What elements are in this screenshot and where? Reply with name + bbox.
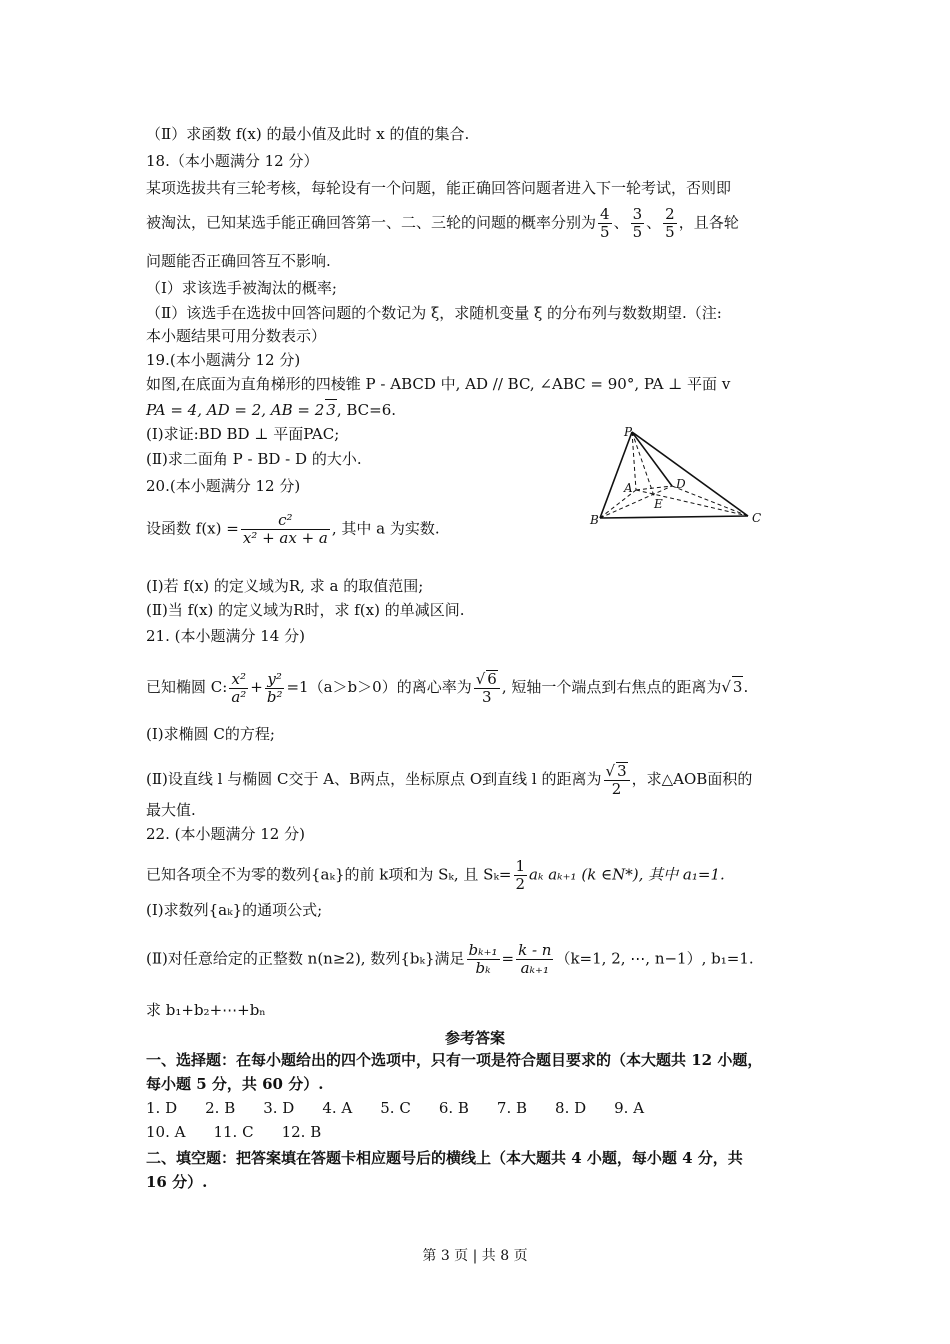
section1-heading-cont: 每小题 5 分，共 60 分）.: [146, 1075, 324, 1093]
edge-BC: [600, 516, 748, 518]
q22-header: 22. (本小题满分 12 分): [146, 825, 305, 843]
q18-line2-end: ，且各轮: [678, 213, 739, 232]
half-fraction: $\frac{1}{2}$: [515, 857, 526, 893]
label-P: P: [624, 425, 633, 439]
edge-PB: [600, 432, 632, 518]
answer-1: 1. D: [146, 1099, 178, 1117]
q22-part2: [146, 942, 754, 977]
q21-ellipse: 已知椭圆 C: $\frac{\text{x²}}{\text{a²}}$ + $\frac{\text{y²}}{\text{b²}}$ =1（a＞b＞0）的离心率为 $\frac{√ 6}{3}$ , 短轴一个端点到右焦点的距离为√ 3.: [146, 669, 749, 706]
answers-title: 参考答案: [444, 1029, 505, 1047]
q21-header: 21. (本小题满分 14 分): [146, 627, 305, 645]
q22-definition: [146, 858, 725, 893]
q21-part2-end-line: 最大值.: [146, 801, 196, 819]
q18-header: 18.（本小题满分 12 分）: [146, 152, 319, 170]
answer-12: 12. B: [281, 1123, 322, 1141]
q22-part2-text: (Ⅱ)对任意给定的正整数 n(n≥2), 数列{bₖ}满足: [146, 949, 465, 968]
distance-sqrt3: 3: [732, 678, 743, 696]
answer-7: 7. B: [496, 1099, 528, 1117]
prob-fraction-3: $\frac{2}{5}$: [665, 205, 675, 241]
b-ratio-fraction: $\frac{\text{bₖ₊₁}}{\text{bₖ}}$: [468, 941, 498, 977]
q21-end: .: [743, 678, 749, 696]
q18-line2-text: 被淘汰，已知某选手能正确回答第一、二、三轮的问题的概率分别为: [146, 213, 597, 232]
q19-part1: (Ⅰ)求证:BD BD ⊥ 平面PAC;: [146, 425, 340, 443]
answers-row-2: [146, 1122, 349, 1142]
q20-def-text: 设函数 f(x) =: [146, 519, 239, 538]
q18-line2: 被淘汰，已知某选手能正确回答第一、二、三轮的问题的概率分别为 $\frac{4}{5}$ 、 $\frac{3}{5}$ 、 $\frac{2}{5}$ ，且各轮: [146, 205, 739, 241]
q18-line3: 问题能否正确回答互不影响.: [146, 252, 331, 270]
answer-10: 10. A: [146, 1123, 186, 1141]
edge-PE: [632, 432, 654, 496]
answer-3: 3. D: [263, 1099, 295, 1117]
q20-fraction: $\frac{\text{c²}}{\text{x² + ax + a}}$: [242, 511, 328, 547]
q19-part2: (Ⅱ)求二面角 P - BD - D 的大小.: [146, 450, 362, 468]
q18-part2: （Ⅱ）该选手在选拔中回答问题的个数记为 ξ，求随机变量 ξ 的分布列与数数期望.（注:: [146, 304, 722, 322]
q18-line1: 某项选拔共有三轮考核，每轮设有一个问题，能正确回答问题者进入下一轮考试，否则即: [146, 179, 732, 197]
q19-line1: 如图,在底面为直角梯形的四棱锥 P - ABCD 中, AD // BC, ∠ABC = 90°, PA ⊥ 平面 v: [146, 375, 731, 393]
label-D: D: [676, 477, 686, 491]
label-C: C: [752, 511, 762, 525]
q20-part2: (Ⅱ)当 f(x) 的定义域为R时，求 f(x) 的单减区间.: [146, 601, 465, 619]
q20-def-end: , 其中 a 为实数.: [331, 519, 440, 538]
label-A: A: [624, 481, 633, 495]
y-fraction: $\frac{\text{y²}}{\text{b²}}$: [266, 669, 283, 706]
q22-sum: 求 b₁+b₂+⋯+bₙ: [146, 1001, 266, 1019]
edge-PD: [632, 432, 672, 486]
kn-fraction: $\frac{k - n}{\text{aₖ₊₁}}$: [518, 941, 552, 977]
q21-part2: [146, 762, 752, 798]
answer-11: 11. C: [213, 1123, 254, 1141]
q22-pre: 已知各项全不为零的数列{aₖ}的前 k项和为 Sₖ, 且 Sₖ=: [146, 865, 512, 884]
q18-part2-note: 本小题结果可用分数表示）: [146, 327, 327, 345]
section2-heading-cont: 16 分）.: [146, 1173, 208, 1191]
q19-line2-end: , BC=6.: [336, 401, 397, 419]
q19-line2-text: PA = 4, AD = 2, AB = 2: [146, 401, 325, 419]
sqrt3: 3: [326, 401, 336, 419]
x-fraction: $\frac{\text{x²}}{\text{a²}}$: [231, 669, 247, 706]
label-B: B: [590, 513, 599, 527]
prob-fraction-2: $\frac{3}{5}$: [632, 205, 643, 241]
q20-header: 20.(本小题满分 12 分): [146, 477, 301, 495]
pyramid-figure: [588, 424, 768, 532]
eccentricity-fraction: $\frac{√ 6}{3}$: [474, 670, 500, 706]
page-footer: 第 3 页 | 共 8 页: [422, 1248, 528, 1264]
prob-fraction-1: $\frac{4}{5}$: [600, 205, 610, 241]
q20-part1: (Ⅰ)若 f(x) 的定义域为R, 求 a 的取值范围;: [146, 577, 424, 595]
answer-5: 5. C: [380, 1099, 411, 1117]
answer-8: 8. D: [555, 1099, 587, 1117]
q21-mid: , 短轴一个端点到右焦点的距离为: [501, 678, 722, 696]
q21-part1: (Ⅰ)求椭圆 C的方程;: [146, 725, 275, 743]
q21-part2-end: ，求△AOB面积的: [631, 770, 753, 788]
q22-part2-end: （k=1, 2, ⋯, n−1）, b₁=1.: [555, 949, 754, 968]
edge-PC: [632, 432, 748, 516]
answer-9: 9. A: [614, 1099, 645, 1117]
q22-part1: (Ⅰ)求数列{aₖ}的通项公式;: [146, 901, 323, 919]
answer-2: 2. B: [205, 1099, 236, 1117]
section1-heading: 一、选择题：在每小题给出的四个选项中，只有一项是符合题目要求的（本大题共 12 小题，: [146, 1051, 763, 1069]
q17-part2: （Ⅱ）求函数 f(x) 的最小值及此时 x 的值的集合.: [146, 125, 470, 143]
equals-sign: =: [501, 949, 515, 968]
q18-part1: （Ⅰ）求该选手被淘汰的概率;: [146, 279, 337, 297]
q22-post: aₖ aₖ₊₁ (k ∈N*), 其中 a₁=1.: [529, 865, 725, 884]
q19-line2: [146, 399, 396, 420]
distance-fraction: $\frac{√ 3}{2}$: [604, 762, 630, 798]
q20-definition: [146, 512, 440, 547]
equals-one: =1: [286, 678, 309, 696]
plus-sign: +: [250, 678, 263, 696]
answer-4: 4. A: [322, 1099, 353, 1117]
answers-row-1: [146, 1098, 672, 1118]
q21-part2-text: (Ⅱ)设直线 l 与椭圆 C交于 A、B两点，坐标原点 O到直线 l 的距离为: [146, 770, 602, 788]
q21-condition: （a＞b＞0）的离心率为: [308, 678, 472, 696]
q21-pre: 已知椭圆 C:: [146, 678, 228, 696]
section2-heading: 二、填空题：把答案填在答题卡相应题号后的横线上（本大题共 4 小题，每小题 4 分，共: [146, 1149, 743, 1167]
answer-6: 6. B: [438, 1099, 469, 1117]
label-E: E: [654, 497, 663, 511]
q19-header: 19.(本小题满分 12 分): [146, 351, 301, 369]
